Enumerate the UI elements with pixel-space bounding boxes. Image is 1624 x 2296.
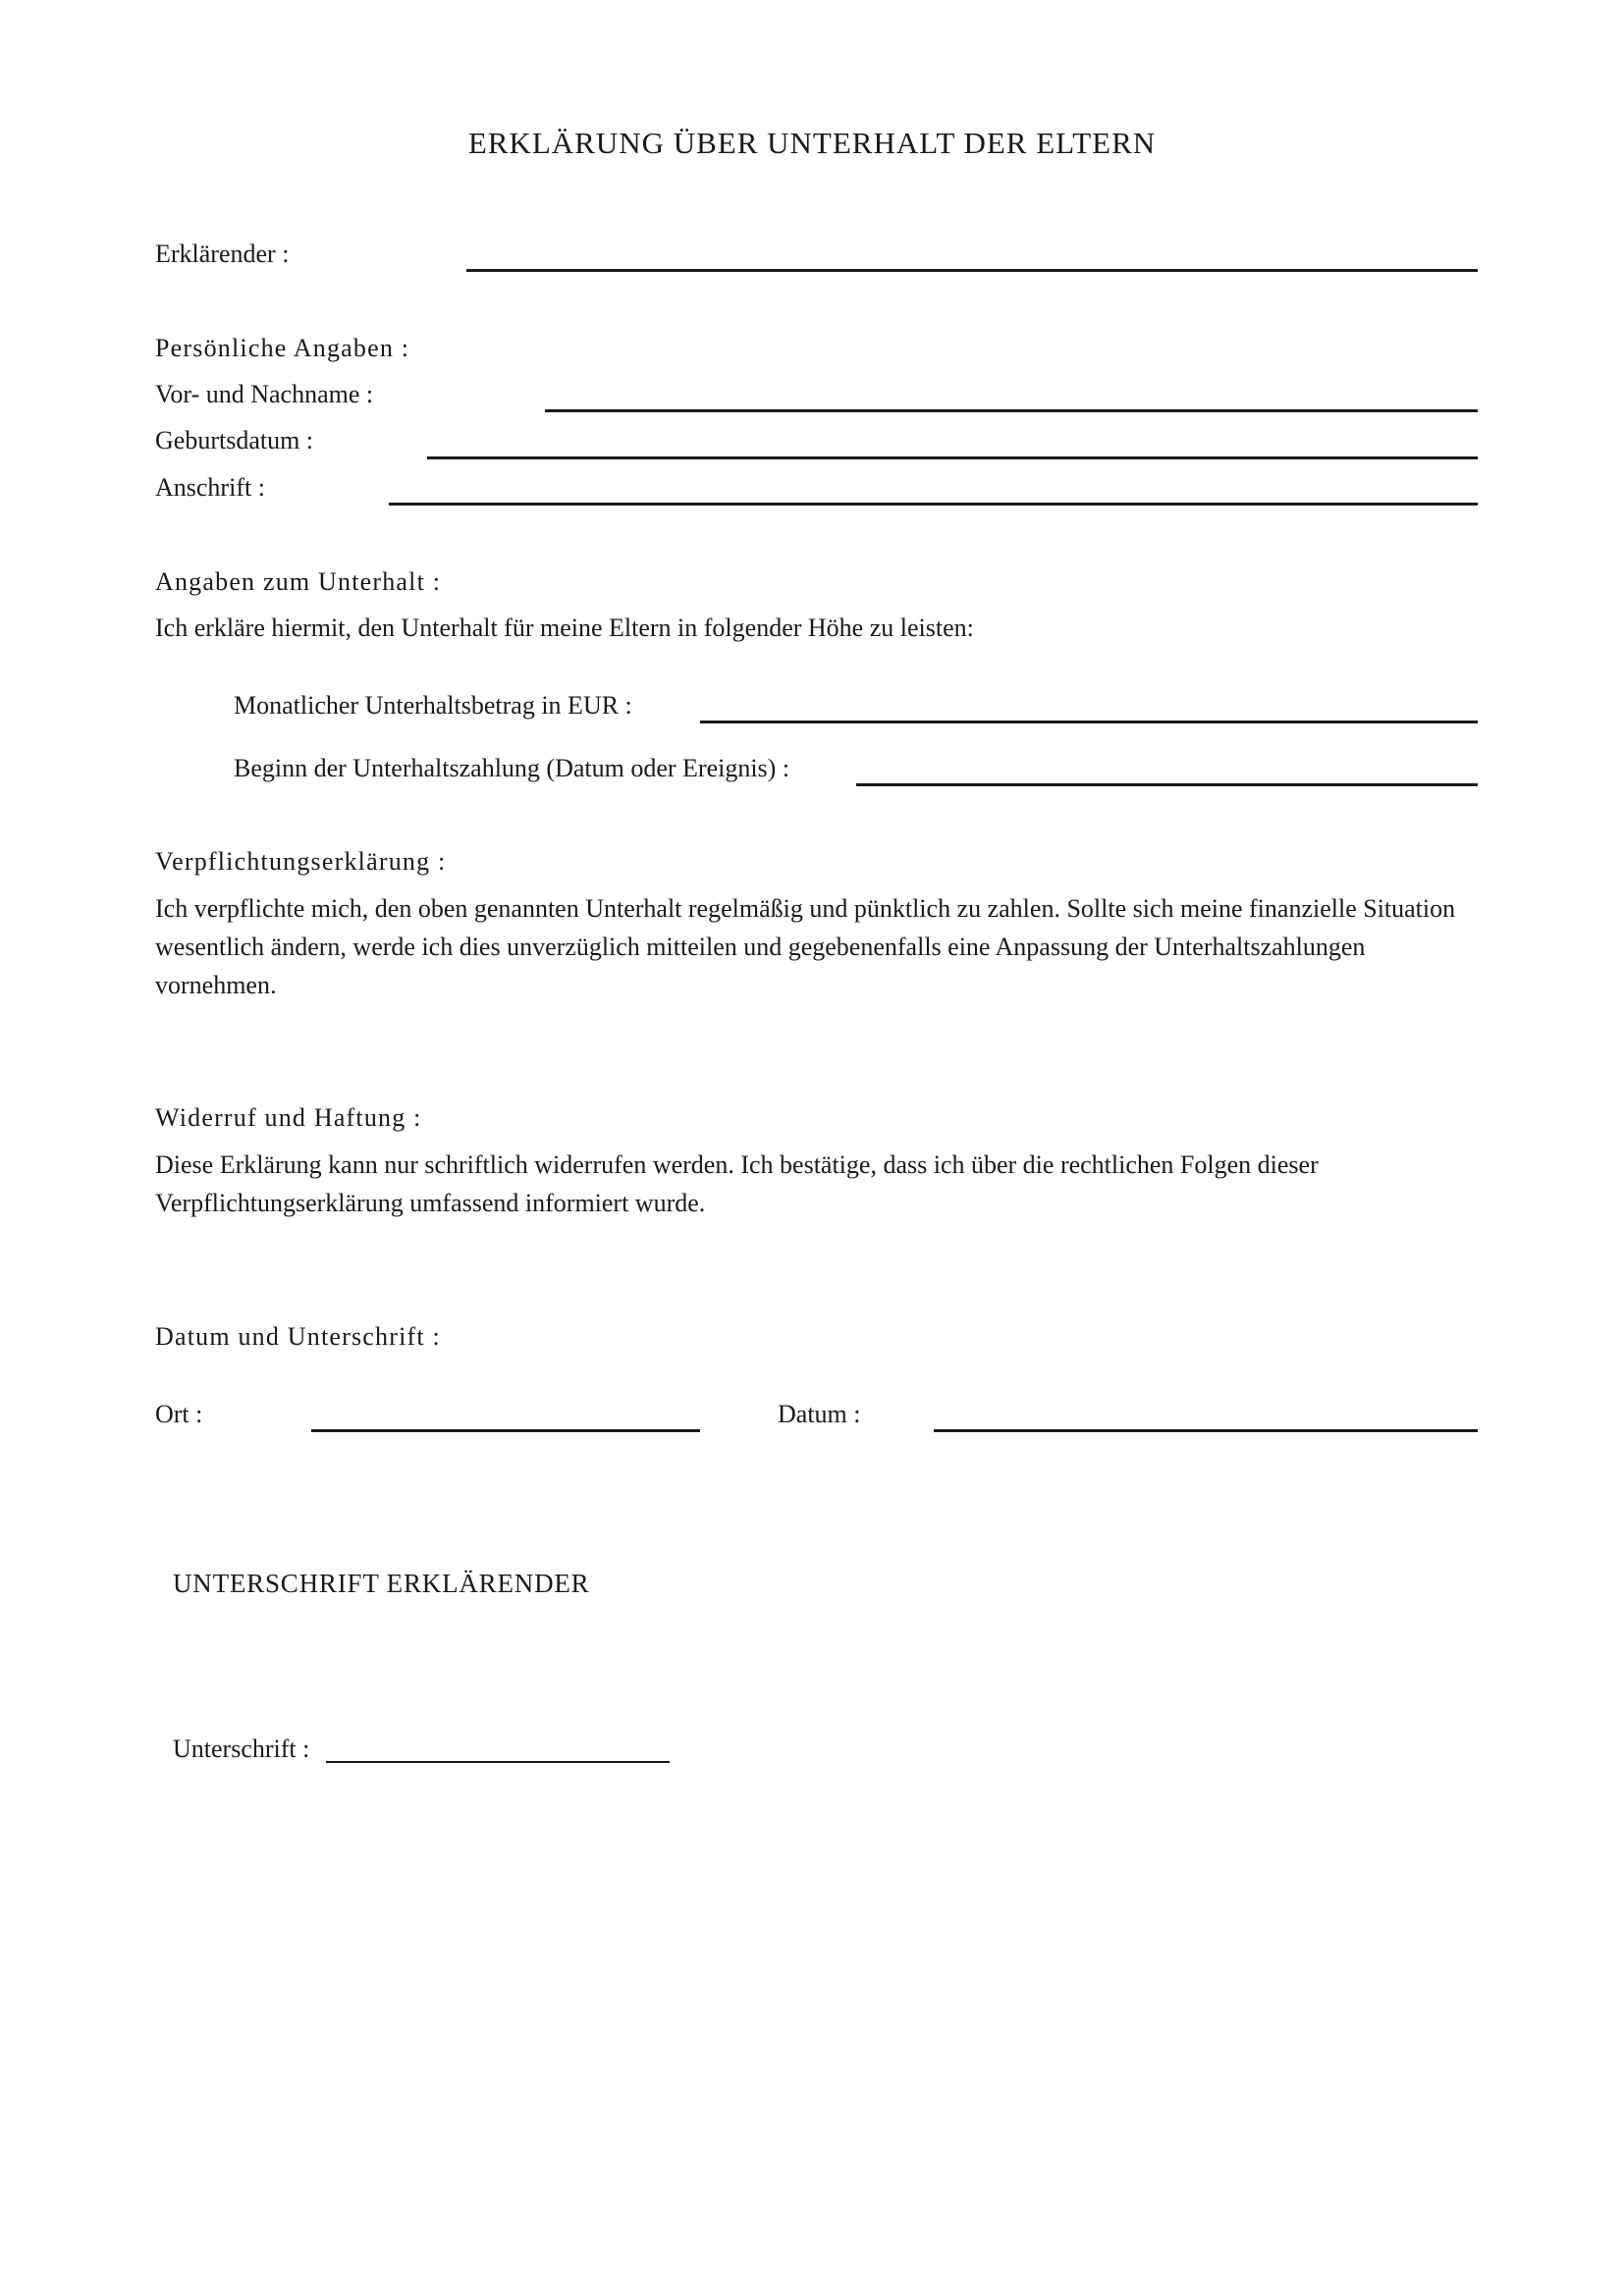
name-field-line[interactable]: [545, 409, 1478, 412]
declarant-field-line[interactable]: [466, 269, 1478, 272]
maintenance-heading: Angaben zum Unterhalt :: [155, 567, 442, 596]
signature-block-heading: UNTERSCHRIFT ERKLÄRENDER: [173, 1569, 590, 1598]
name-label: Vor- und Nachname :: [155, 380, 374, 408]
place-field-line[interactable]: [311, 1429, 700, 1432]
date-label: Datum :: [778, 1400, 861, 1428]
payment-start-field-line[interactable]: [856, 783, 1478, 786]
date-signature-heading: Datum und Unterschrift :: [155, 1322, 441, 1351]
revocation-heading: Widerruf und Haftung :: [155, 1103, 422, 1132]
payment-start-label: Beginn der Unterhaltszahlung (Datum oder Ereignis) :: [234, 754, 790, 782]
birthdate-label: Geburtsdatum :: [155, 426, 314, 454]
signature-label: Unterschrift :: [173, 1735, 310, 1763]
monthly-amount-field-line[interactable]: [700, 721, 1478, 723]
personal-heading: Persönliche Angaben :: [155, 334, 410, 362]
obligation-text: Ich verpflichte mich, den oben genannten Unterhalt regelmäßig und pünktlich zu zahlen. Sollte sich meine finanzielle Situation wesentlich ändern, werde ich dies unverzüglich mitteilen und gegebenenfalls eine Anpassung der Unterhaltszahlungen vornehmen.: [155, 894, 1456, 999]
obligation-heading: Verpflichtungserklärung :: [155, 847, 447, 876]
revocation-text: Diese Erklärung kann nur schriftlich widerrufen werden. Ich bestätige, dass ich über die rechtlichen Folgen dieser Verpflichtungserklärung umfassend informiert wurde.: [155, 1150, 1319, 1217]
place-label: Ort :: [155, 1400, 203, 1428]
birthdate-field-line[interactable]: [427, 456, 1478, 459]
maintenance-intro: Ich erkläre hiermit, den Unterhalt für meine Eltern in folgender Höhe zu leisten:: [155, 614, 974, 642]
date-field-line[interactable]: [934, 1429, 1478, 1432]
signature-field-line[interactable]: [326, 1761, 670, 1763]
declarant-label: Erklärender :: [155, 240, 290, 268]
monthly-amount-label: Monatlicher Unterhaltsbetrag in EUR :: [234, 691, 632, 720]
address-field-line[interactable]: [389, 503, 1478, 506]
address-label: Anschrift :: [155, 473, 265, 502]
document-title: ERKLÄRUNG ÜBER UNTERHALT DER ELTERN: [467, 126, 1157, 160]
